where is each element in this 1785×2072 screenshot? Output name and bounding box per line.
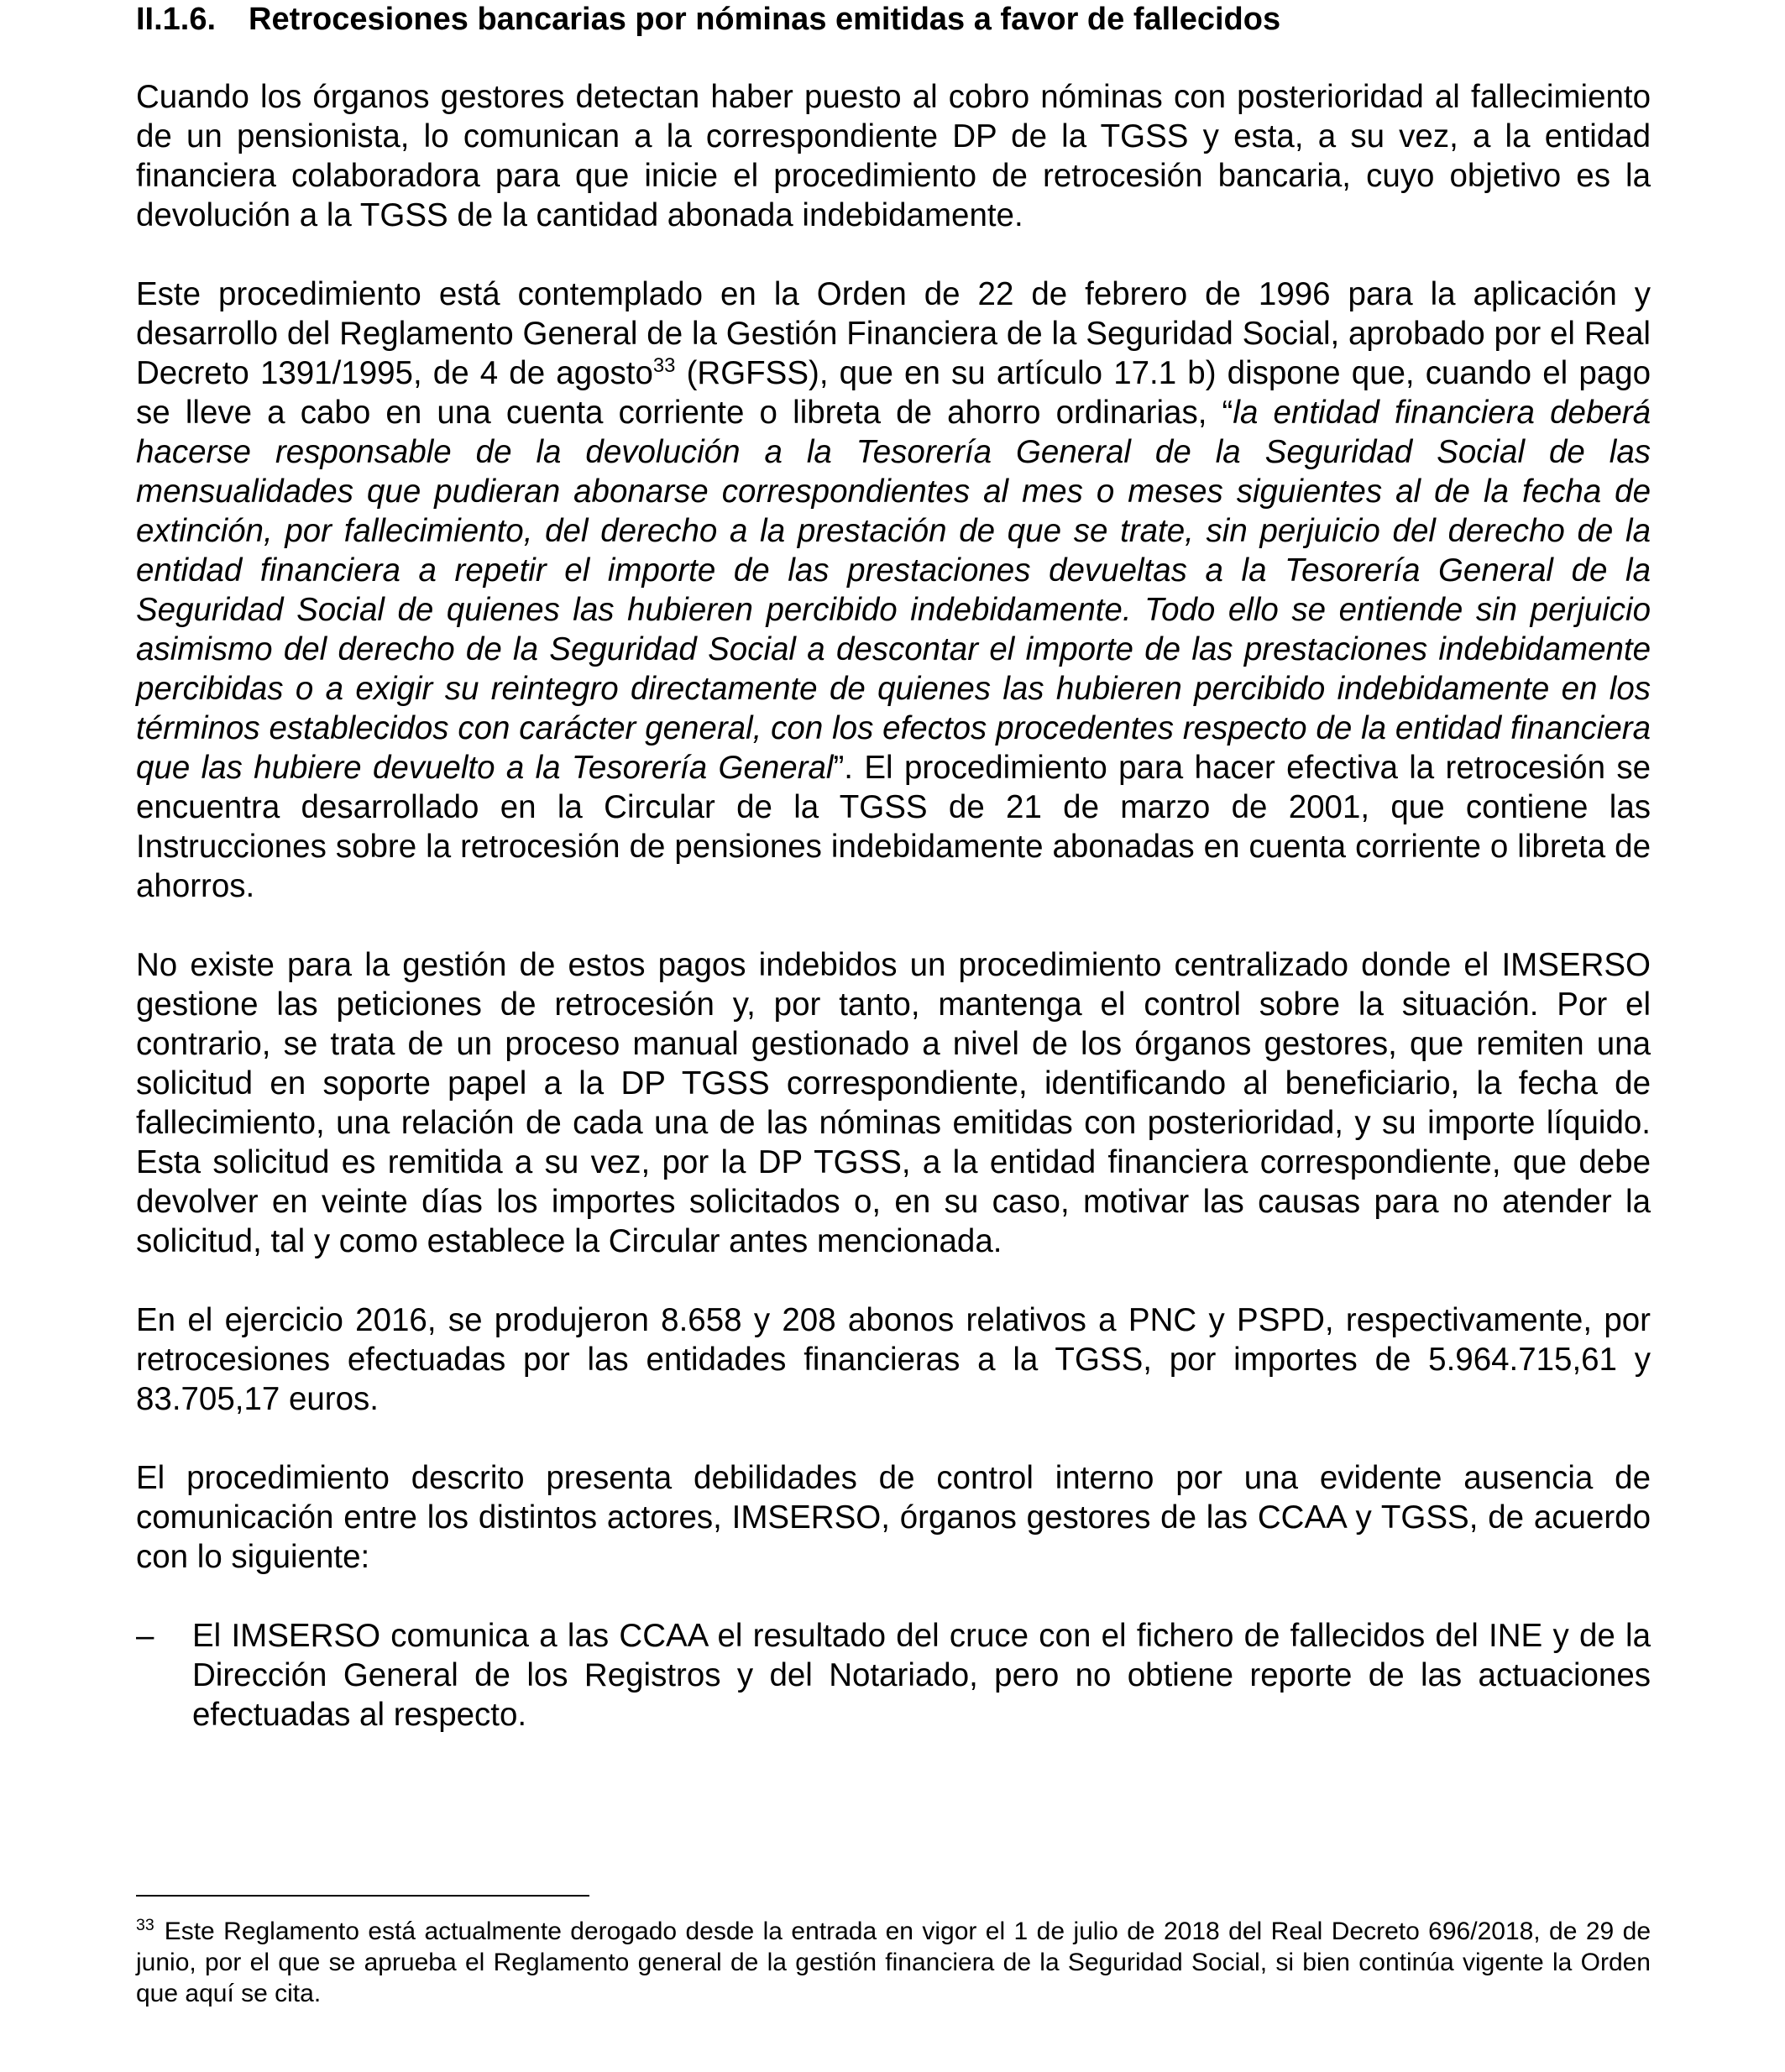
paragraph-text: Este procedimiento está contemplado en la Orden de 22 de febrero de 1996 para la aplicación y desarrollo del Reglamento General de la Gestión Financiera de la Seguridad Social, aprobado por el Real Decreto 1391/1995, de 4 de agosto xyxy=(136,276,1651,391)
dash-bullet-icon: – xyxy=(136,1618,154,1654)
footnote-text: Este Reglamento está actualmente derogado desde la entrada en vigor el 1 de julio de 2018 del Real Decreto 696/2018, de 29 de junio, por el que se aprueba el Reglamento general de la gestión financiera de la Seguridad Social, si bien continúa vigente la Orden que aquí se cita. xyxy=(136,1918,1651,2007)
paragraph-ejercicio-2016: En el ejercicio 2016, se produjeron 8.658 y 208 abonos relativos a PNC y PSPD, respectivamente, por retrocesiones efectuadas por las entidades financieras a la TGSS, por importes de 5.964.715,61 y 83.705,17 euros. xyxy=(136,1302,1651,1417)
legal-quote: la entidad financiera deberá hacerse responsable de la devolución a la Tesorería General de la Seguridad Social de las mensualidades que pudieran abonarse correspondientes al mes o meses siguientes al de la fecha de extinción, por fallecimiento, del derecho a la prestación de que se trate, sin perjuicio del derecho de la entidad financiera a repetir el importe de las prestaciones devueltas a la Tesorería General de la Seguridad Social de quienes las hubieren percibido indebidamente. Todo ello se entiende sin perjuicio asimismo del derecho de la Seguridad Social a descontar el importe de las prestaciones indebidamente percibidas o a exigir su reintegro directamente de quienes las hubieren percibido indebidamente en los términos establecidos con carácter general, con los efectos procedentes respecto de la entidad financiera que las hubiere devuelto a la Tesorería General xyxy=(136,395,1651,786)
paragraph-retrocesion-intro: Cuando los órganos gestores detectan haber puesto al cobro nóminas con posterioridad al fallecimiento de un pensionista, lo comunican a la correspondiente DP de la TGSS y esta, a su vez, a la entidad financiera colaboradora para que inicie el procedimiento de retrocesión bancaria, cuyo objetivo es la devolución a la TGSS de la cantidad abonada indebidamente. xyxy=(136,79,1651,233)
document-page xyxy=(136,0,1651,1735)
footnote-separator xyxy=(136,1895,589,1897)
section-heading xyxy=(136,0,1651,39)
paragraph-text: ”. El procedimiento para hacer efectiva la retrocesión se encuentra desarrollado en la Circular de la TGSS de 21 de marzo de 2001, que contiene las Instrucciones sobre la retrocesión de pensiones indebidamente abonadas en cuenta corriente o libreta de ahorros. xyxy=(136,750,1651,904)
section-number: II.1.6. xyxy=(136,2,217,37)
section-title: Retrocesiones bancarias por nóminas emitidas a favor de fallecidos xyxy=(249,2,1281,37)
list-item xyxy=(136,1616,1651,1735)
paragraph-proceso-manual: No existe para la gestión de estos pagos indebidos un procedimiento centralizado donde el IMSERSO gestione las peticiones de retrocesión y, por tanto, mantenga el control sobre la situación. Por el contrario, se trata de un proceso manual gestionado a nivel de los órganos gestores, que remiten una solicitud en soporte papel a la DP TGSS correspondiente, identificando al beneficiario, la fecha de fallecimiento, una relación de cada una de las nóminas emitidas con posterioridad, y su importe líquido. Esta solicitud es remitida a su vez, por la DP TGSS, a la entidad financiera correspondiente, que debe devolver en veinte días los importes solicitados o, en su caso, motivar las causas para no atender la solicitud, tal y como establece la Circular antes mencionada. xyxy=(136,947,1651,1259)
paragraph-text: (RGFSS), que en su artículo 17.1 b) dispone que, cuando el pago se lleve a cabo en una cuenta corriente o libreta de ahorro ordinarias, “ xyxy=(136,355,1651,431)
paragraph-procedimiento-normativa xyxy=(136,275,1651,906)
paragraph-debilidades-control: El procedimiento descrito presenta debilidades de control interno por una evidente ausencia de comunicación entre los distintos actores, IMSERSO, órganos gestores de las CCAA y TGSS, de acuerdo con lo siguiente: xyxy=(136,1460,1651,1575)
footnote xyxy=(136,1916,1651,2009)
footnote-reference[interactable]: 33 xyxy=(652,354,676,378)
footnote-number: 33 xyxy=(136,1916,154,1934)
list-item-text: El IMSERSO comunica a las CCAA el resultado del cruce con el fichero de fallecidos del INE y de la Dirección General de los Registros y del Notariado, pero no obtiene reporte de las actuaciones efectuadas al respecto. xyxy=(192,1618,1651,1733)
